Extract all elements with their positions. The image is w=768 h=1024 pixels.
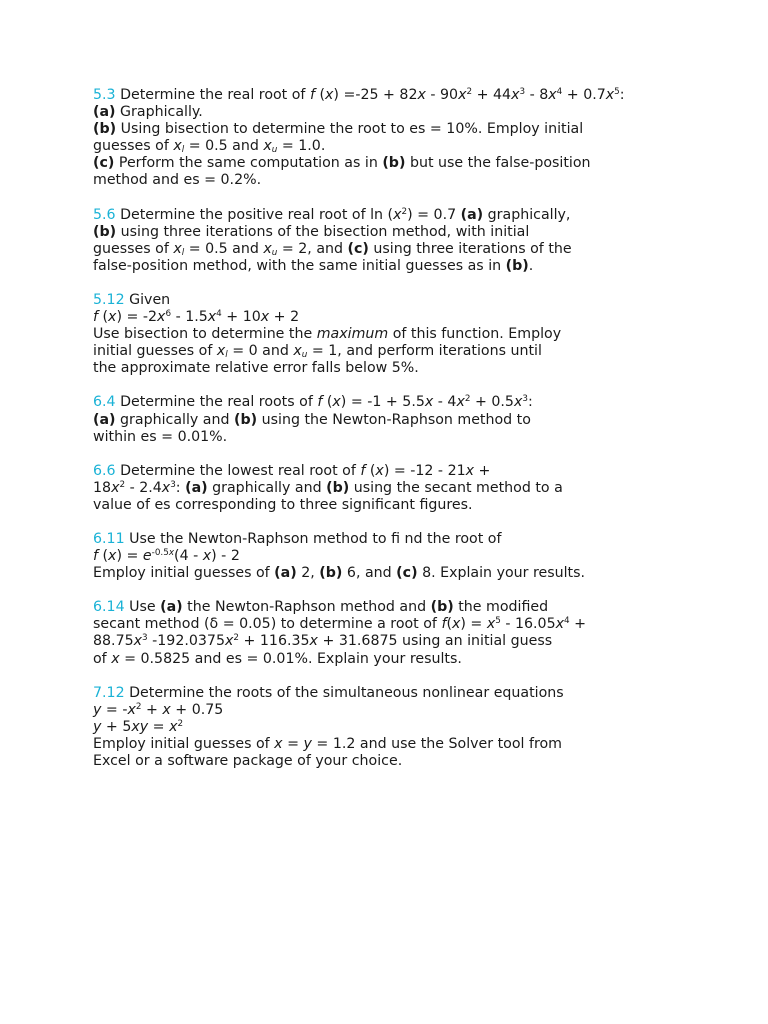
problem-text: Use the Newton-Raphson method to fi nd the root of (129, 530, 502, 547)
problem-text-line (93, 241, 753, 258)
problem-number: 6.14 (93, 599, 125, 616)
problem-text-line (93, 497, 753, 514)
problem-text-line (93, 531, 753, 548)
problem-text-line (93, 155, 753, 172)
problem-text: initial guesses of $x_l = 0$ and $x_u = 1$, and perform iterations until (93, 343, 542, 360)
problem-text: $18x^2 - 2.4x^3$: (a) graphically and (b) using the secant method to a (93, 479, 563, 496)
problem-text-line (93, 480, 753, 497)
problem-text: value of es corresponding to three significant figures. (93, 496, 473, 513)
problem-text: Determine the real root of f $(x) =-25 + 82x - 90x^2 + 44x^3 - 8x^4 + 0.7x^5$: (120, 87, 625, 103)
problem-text-line (93, 309, 753, 326)
problem-7-12 (93, 685, 753, 770)
problem-text: method and es = 0.2%. (93, 172, 262, 189)
problem-6-14 (93, 599, 753, 667)
problem-text-line (93, 172, 753, 189)
problem-text: secant method (δ = 0.05) to determine a root of $f(x) = x^5 - 16.05x^4$ + (93, 616, 587, 633)
problem-text-line (93, 121, 753, 138)
problem-5-12 (93, 292, 753, 377)
problem-text: Determine the lowest real root of f (x) = -12 - 21x + (120, 462, 491, 479)
problem-text-line (93, 616, 753, 633)
problem-text-line (93, 599, 753, 616)
problem-text-line (93, 565, 753, 582)
problem-set-document (93, 87, 753, 787)
problem-text: (b) using three iterations of the bisection method, with initial (93, 223, 530, 240)
problem-text: $y + 5xy = x^2$ (93, 718, 184, 735)
problem-text: of x = 0.5825 and es = 0.01%. Explain your results. (93, 650, 462, 667)
problem-text: Determine the real roots of f $(x) = -1 + 5.5x - 4x^2 + 0.5x^3$: (120, 394, 533, 411)
problem-text: f $(x) = -2x^6 - 1.5x^4 + 10x + 2$ (93, 309, 300, 326)
problem-text-line (93, 719, 753, 736)
problem-text: Excel or a software package of your choice. (93, 753, 403, 769)
problem-text: Determine the positive real root of $\ln (x^2) = 0.7$ (a) graphically, (120, 206, 571, 223)
problem-number: 5.6 (93, 206, 116, 223)
problem-5-3 (93, 87, 753, 190)
problem-text-line (93, 258, 753, 275)
problem-text: guesses of $x_l = 0.5$ and $x_u = 2$, and (c) using three iterations of the (93, 240, 572, 258)
problem-text: (a) graphically and (b) using the Newton-Raphson method to (93, 411, 531, 428)
problem-text: Use (a) the Newton-Raphson method and (b) the modified (129, 599, 549, 616)
problem-text: $88.75x^3$ $-192.0375x^2 + 116.35x + 31.6875$ using an initial guess (93, 633, 553, 650)
problem-text-line (93, 360, 753, 377)
problem-number: 7.12 (93, 684, 125, 701)
problem-6-4 (93, 394, 753, 445)
problem-text: false-position method, with the same initial guesses as in (b). (93, 257, 534, 274)
problem-text: (b) Using bisection to determine the root to es = 10%. Employ initial (93, 121, 584, 138)
problem-text-line (93, 463, 753, 480)
problem-text: (a) Graphically. (93, 104, 203, 121)
problem-number: 5.3 (93, 87, 116, 103)
problem-number: 6.4 (93, 394, 116, 411)
problem-text-line (93, 702, 753, 719)
problem-text-line (93, 87, 753, 104)
problem-text-line (93, 394, 753, 411)
problem-text: guesses of $x_l = 0.5$ and $x_u = 1.0$. (93, 138, 326, 156)
problem-text: $y = -x^2 + x + 0.75$ (93, 701, 224, 718)
problem-text: Use bisection to determine the maximum of this function. Employ (93, 326, 562, 343)
problem-text: the approximate relative error falls below 5%. (93, 360, 419, 377)
problem-text-line (93, 343, 753, 360)
problem-text-line (93, 633, 753, 650)
problem-number: 5.12 (93, 291, 125, 308)
problem-text-line (93, 224, 753, 241)
problem-text-line (93, 685, 753, 702)
problem-5-6 (93, 207, 753, 275)
problem-text-line (93, 326, 753, 343)
problem-text-line (93, 651, 753, 668)
problem-text-line (93, 429, 753, 446)
problem-text: within es = 0.01%. (93, 428, 228, 445)
problem-text-line (93, 138, 753, 155)
problem-6-11 (93, 531, 753, 582)
problem-text-line (93, 736, 753, 753)
problem-text: Given (129, 291, 171, 308)
problem-text-line (93, 753, 753, 770)
problem-number: 6.11 (93, 530, 125, 547)
problem-text: Determine the roots of the simultaneous nonlinear equations (129, 684, 564, 701)
problem-text-line (93, 292, 753, 309)
problem-text-line (93, 548, 753, 565)
problem-text: f $(x) = e^{-0.5x}(4 - x) - 2$ (93, 548, 240, 565)
problem-text-line (93, 412, 753, 429)
problem-6-6 (93, 463, 753, 514)
problem-text: Employ initial guesses of x = y = 1.2 and use the Solver tool from (93, 735, 562, 752)
problem-text-line (93, 104, 753, 121)
problem-number: 6.6 (93, 462, 116, 479)
problem-text: (c) Perform the same computation as in (b) but use the false-position (93, 155, 591, 172)
problem-text-line (93, 207, 753, 224)
problem-text: Employ initial guesses of (a) 2, (b) 6, and (c) 8. Explain your results. (93, 565, 586, 582)
